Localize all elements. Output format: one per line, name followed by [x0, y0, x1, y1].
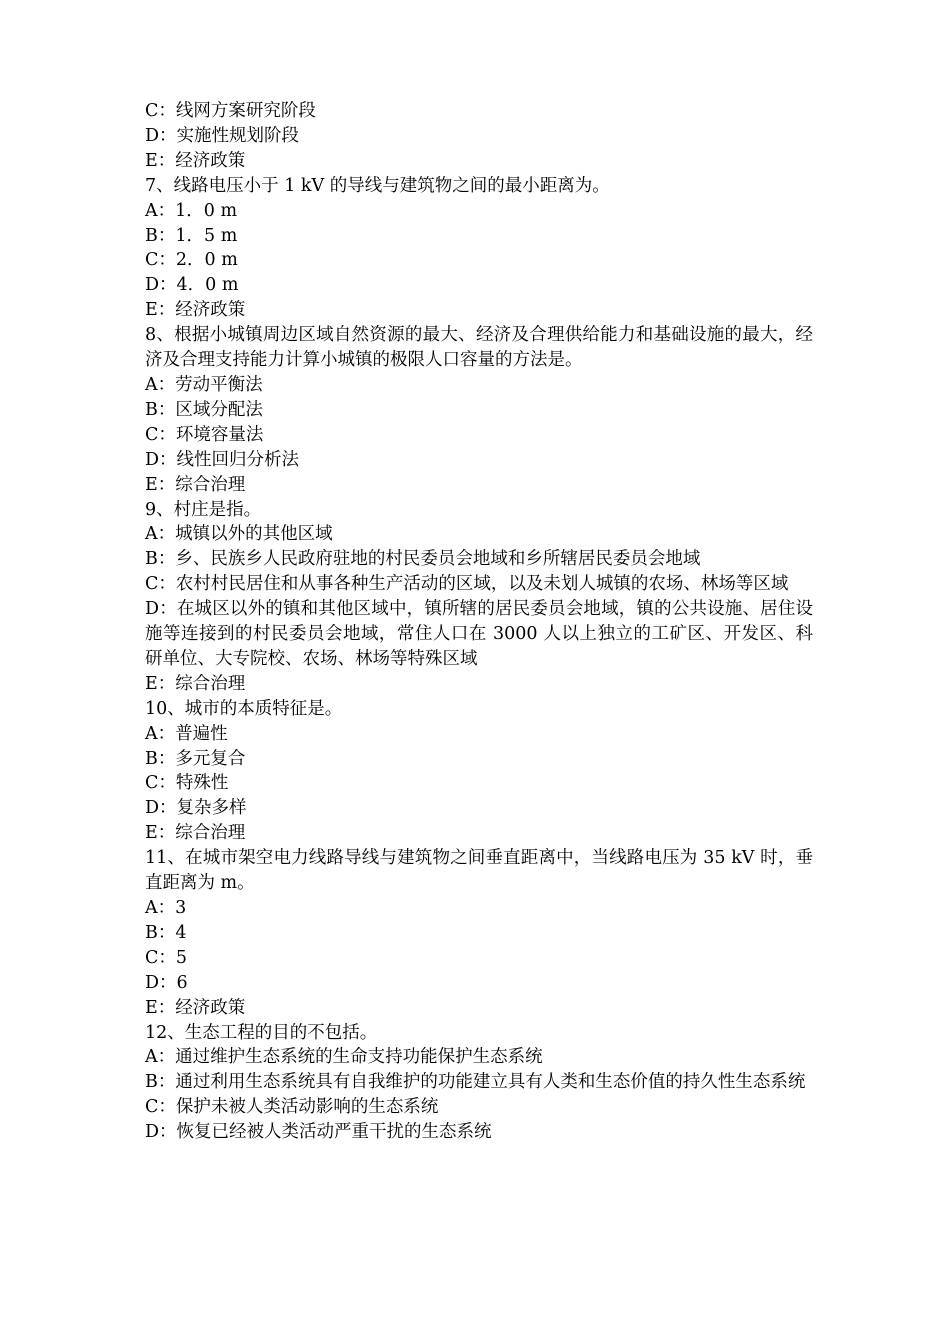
option-d-q10: D：复杂多样 — [145, 798, 247, 819]
document-body — [145, 99, 813, 1145]
option-a-q11: A：3 — [145, 898, 187, 918]
option-a-q10: A：普遍性 — [145, 723, 228, 744]
option-c-q9: C：农村村民居住和从事各种生产活动的区域，以及未划人城镇的农场、林场等区域 — [145, 574, 789, 595]
option-a-q8: A：劳动平衡法 — [145, 374, 263, 395]
option-c-q7: C：2．0 m — [145, 250, 238, 271]
option-e-q11: E：经济政策 — [145, 997, 246, 1018]
question-11: 11、在城市架空电力线路导线与建筑物之间垂直距离中，当线路电压为 35 kV 时，垂直距离为 m。 — [145, 848, 813, 894]
option-b-q9: B：乡、民族乡人民政府驻地的村民委员会地域和乡所辖居民委员会地域 — [145, 549, 701, 570]
option-d-q8: D：线性回归分析法 — [145, 449, 300, 470]
option-d-q7: D：4．0 m — [145, 275, 239, 296]
option-e-q9: E：综合治理 — [145, 673, 246, 694]
option-b-q11: B：4 — [145, 922, 187, 943]
option-a-q7: A：1．0 m — [145, 200, 238, 221]
option-c-q6: C：线网方案研究阶段 — [145, 101, 316, 121]
option-a-q9: A：城镇以外的其他区域 — [145, 524, 333, 545]
option-d-q9: D：在城区以外的镇和其他区域中，镇所辖的居民委员会地域，镇的公共设施、居住设施等连接到的村民委员会地域，常住人口在 3000 人以上独立的工矿区、开发区、科研单位、大专院校、农场、林场等特殊区域 — [145, 599, 813, 669]
question-12: 12、生态工程的目的不包括。 — [145, 1022, 378, 1043]
option-b-q10: B：多元复合 — [145, 748, 246, 769]
question-10: 10、城市的本质特征是。 — [145, 698, 343, 719]
option-e-q8: E：综合治理 — [145, 474, 246, 495]
option-d-q12: D：恢复已经被人类活动严重干扰的生态系统 — [145, 1122, 492, 1143]
option-e-q10: E：综合治理 — [145, 823, 246, 844]
option-d-q6: D：实施性规划阶段 — [145, 125, 300, 146]
option-b-q12: B：通过利用生态系统具有自我维护的功能建立具有人类和生态价值的持久性生态系统 — [145, 1072, 806, 1093]
option-b-q8: B：区域分配法 — [145, 399, 263, 420]
option-a-q12: A：通过维护生态系统的生命支持功能保护生态系统 — [145, 1047, 543, 1068]
option-c-q8: C：环境容量法 — [145, 424, 264, 445]
option-c-q12: C：保护未被人类活动影响的生态系统 — [145, 1097, 439, 1118]
option-c-q11: C：5 — [145, 947, 188, 968]
question-8: 8、根据小城镇周边区域自然资源的最大、经济及合理供给能力和基础设施的最大，经济及合理支持能力计算小城镇的极限人口容量的方法是。 — [145, 325, 813, 371]
question-7: 7、线路电压小于 1 kV 的导线与建筑物之间的最小距离为。 — [145, 175, 610, 196]
option-b-q7: B：1．5 m — [145, 225, 238, 246]
option-c-q10: C：特殊性 — [145, 773, 229, 794]
option-d-q11: D：6 — [145, 972, 188, 993]
option-e-q7: E：经济政策 — [145, 300, 246, 321]
option-e-q6: E：经济政策 — [145, 150, 246, 171]
question-9: 9、村庄是指。 — [145, 499, 262, 520]
